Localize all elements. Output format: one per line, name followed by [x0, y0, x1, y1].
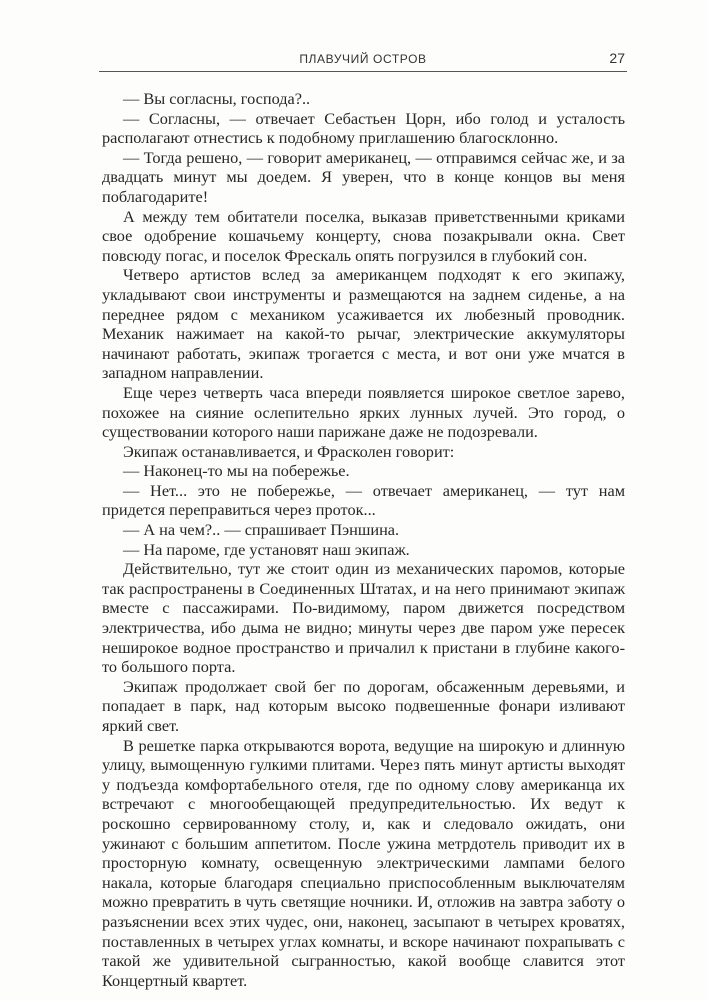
paragraph: — Нет... это не побережье, — отвечает американец, — тут нам придется переправиться через проток...: [102, 480, 625, 520]
paragraph: В решетке парка открываются ворота, ведущие на широкую и длинную улицу, вымощенную гулкими плитами. Через пять минут артисты выходят у подъезда комфортабельного отеля, где по одному слову американца их встречают с многообещающей предупредительностью. Их ведут к роскошно сервированному столу, и, как и следовало ожидать, они ужинают с большим аппетитом. После ужина метрдотель приводит их в просторную комнату, освещенную электрическими лампами белого накала, которые благодаря специально приспособленным выключателям можно превратить в чуть светящие ночники. И, отложив на завтра заботу о разъяснении всех этих чудес, они, наконец, засыпают в четырех кроватях, поставленных в четырех углах комнаты, и вскоре начинают похрапывать с такой же удивительной сыгранностью, какой вообще славится этот Концертный квартет.: [102, 735, 625, 990]
page-number: 27: [609, 50, 625, 66]
paragraph: — На пароме, где установят наш экипаж.: [123, 539, 410, 559]
paragraph: — Вы согласны, господа?..: [123, 89, 311, 108]
paragraph: — Согласны, — отвечает Себастьен Цорн, ибо голод и усталость располагают отнестись к подобному приглашению благосклонно.: [102, 108, 625, 148]
paragraph: Еще через четверть часа впереди появляется широкое светлое зарево, похожее на сияние ослепительно ярких лунных лучей. Это город, о существовании которого наши парижане даже не подозревали.: [102, 382, 625, 442]
body-text: [102, 89, 625, 990]
paragraph: А между тем обитатели поселка, выказав приветственными криками свое одобрение кошачьему концерту, снова позакрывали окна. Свет повсюду погас, и поселок Фрескаль опять погрузился в глубокий сон.: [102, 206, 625, 265]
paragraph: Действительно, тут же стоит один из механических паромов, которые так распространены в Соединенных Штатах, и на него принимают экипаж вместе с пассажирами. По-видимому, паром движется посредством электричества, ибо дыма не видно; минуты через две паром уже пересек неширокое водное пространство и причалил к пристани в глубине какого-то большого порта.: [102, 559, 625, 677]
paragraph: Экипаж останавливается, и Фрасколен говорит:: [123, 441, 455, 461]
paragraph: Четверо артистов вслед за американцем подходят к его экипажу, укладывают свои инструменты и размещаются на заднем сиденье, а на переднее рядом с механиком усаживается их любезный проводник. Механик нажимает на какой-то рычаг, электрические аккумуляторы начинают работать, экипаж трогается с места, и вот они уже мчатся в западном направлении.: [102, 265, 625, 383]
page-header: [99, 49, 627, 71]
header-rule: [99, 71, 627, 72]
paragraph: Экипаж продолжает свой бег по дорогам, обсаженным деревьями, и попадает в парк, над которым высоко подвешенные фонари изливают яркий свет.: [102, 676, 625, 735]
paragraph: — Тогда решено, — говорит американец, — отправимся сейчас же, и за двадцать минут мы доедем. Я уверен, что в конце концов вы меня поблагодарите!: [102, 147, 625, 206]
running-title: ПЛАВУЧИЙ ОСТРОВ: [299, 52, 427, 66]
paragraph: — Наконец-то мы на побережье.: [123, 461, 350, 481]
paragraph: — А на чем?.. — спрашивает Пэншина.: [123, 520, 400, 540]
